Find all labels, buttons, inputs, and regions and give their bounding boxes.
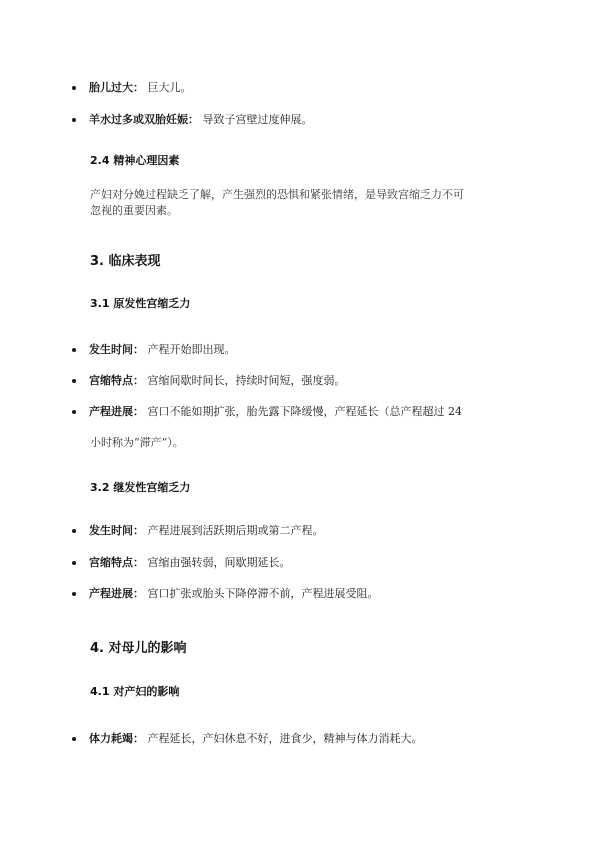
bullet-icon <box>72 348 76 352</box>
list-item-label: 发生时间： <box>89 524 144 537</box>
list-item-label: 羊水过多或双胎妊娠： <box>89 113 199 126</box>
bullet-icon <box>72 118 76 122</box>
section-heading-3: 3. 临床表现 <box>90 254 161 269</box>
list-item-text: 产程开始即出现。 <box>147 343 236 356</box>
bullet-icon <box>72 410 76 414</box>
list-item-text: 宫口不能如期扩张，胎先露下降缓慢，产程延长（总产程超过 24 <box>147 405 462 418</box>
paragraph-line: 产妇对分娩过程缺乏了解，产生强烈的恐惧和紧张情绪，是导致宫缩乏力不可 <box>90 188 464 201</box>
list-item-continuation: 小时称为“滞产”）。 <box>90 436 184 449</box>
bullet-icon <box>72 592 76 596</box>
list-item-text: 巨大儿。 <box>147 81 192 94</box>
bullet-icon <box>72 561 76 565</box>
list-item-text: 宫缩间歇时间长，持续时间短，强度弱。 <box>147 374 346 387</box>
list-item-text: 导致子宫壁过度伸展。 <box>202 113 313 126</box>
list-item-label: 产程进展： <box>89 587 144 600</box>
list-item-text: 宫口扩张或胎头下降停滞不前，产程进展受阻。 <box>147 587 379 600</box>
list-item-label: 宫缩特点： <box>89 374 144 387</box>
section-heading-4-1: 4.1 对产妇的影响 <box>90 685 180 698</box>
list-item-label: 宫缩特点： <box>89 556 144 569</box>
list-item-label: 胎儿过大： <box>89 81 144 94</box>
section-heading-3-1: 3.1 原发性宫缩乏力 <box>90 297 191 310</box>
paragraph-line: 忽视的重要因素。 <box>90 204 178 217</box>
bullet-icon <box>72 737 76 741</box>
list-item-text: 宫缩由强转弱，间歇期延长。 <box>147 556 291 569</box>
list-item-text: 产程延长，产妇休息不好，进食少，精神与体力消耗大。 <box>147 732 423 745</box>
section-heading-4: 4. 对母儿的影响 <box>90 641 187 656</box>
list-item-label: 体力耗竭： <box>89 732 144 745</box>
list-item-text: 产程进展到活跃期后期或第二产程。 <box>147 524 324 537</box>
section-heading-2-4: 2.4 精神心理因素 <box>90 154 180 167</box>
bullet-icon <box>72 529 76 533</box>
list-item-label: 发生时间： <box>89 343 144 356</box>
section-heading-3-2: 3.2 继发性宫缩乏力 <box>90 481 191 494</box>
bullet-icon <box>72 86 76 90</box>
bullet-icon <box>72 379 76 383</box>
list-item-label: 产程进展： <box>89 405 144 418</box>
